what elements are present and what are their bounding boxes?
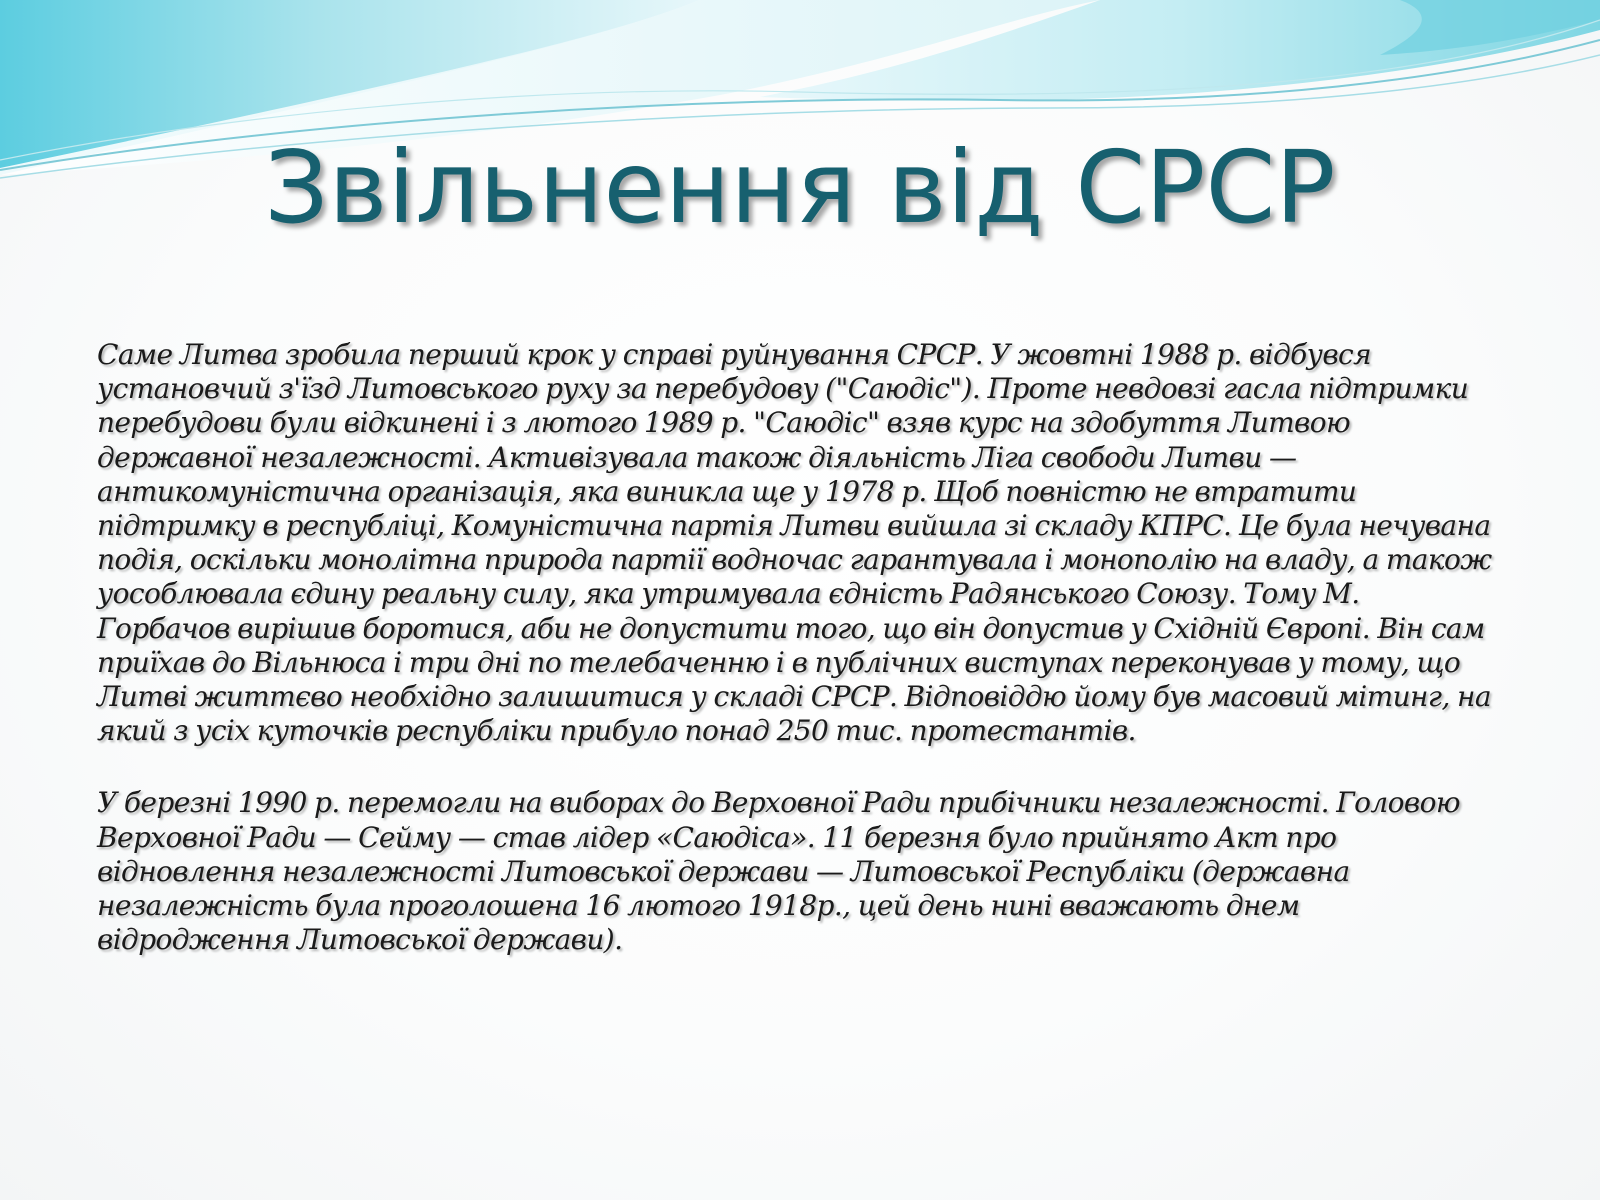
slide-title: Звільнення від СРСР bbox=[264, 129, 1336, 246]
body-text bbox=[97, 338, 1497, 995]
paragraph-2: У березні 1990 р. перемогли на виборах до Верховної Ради прибічники незалежності. Головою Верховної Ради — Сейму — став лідер «Саюдіса». 11 березня було прийнято Акт про відновлення незалежності Литовської держави — Литовської Республіки (державна незалежність була проголошена 16 лютого 1918р., цей день нині вважають днем відродження Литовської держави). bbox=[97, 786, 1460, 957]
paragraph-1: Саме Литва зробила перший крок у справі руйнування СРСР. У жовтні 1988 р. відбувся установчий з'їзд Литовського руху за перебудову ("Саюдіс"). Проте невдовзі гасла підтримки перебудови були відкинені і з лютого 1989 р. "Саюдіс" взяв курс на здобуття Литвою державної незалежності. Активізувала також діяльність Ліга свободи Литви — антикомуністична організація, яка виникла ще у 1978 р. Щоб повністю не втратити підтримку в республіці, Комуністична партія Литви вийшла зі складу КПРС. Це була нечувана подія, оскільки монолітна природа партії водночас гарантувала і монополію на владу, а також уособлювала єдину реальну силу, яка утримувала єдність Радянського Союзу. Тому М. Горбачов вирішив боротися, аби не допустити того, що він допустив у Східній Європі. Він сам приїхав до Вільнюса і три дні по телебаченню і в публічних виступах переконував у тому, що Литві життєво необхідно залишитися у складі СРСР. Відповіддю йому був масовий мітинг, на який з усіх куточків республіки прибуло понад 250 тис. протестантів. bbox=[97, 338, 1492, 748]
